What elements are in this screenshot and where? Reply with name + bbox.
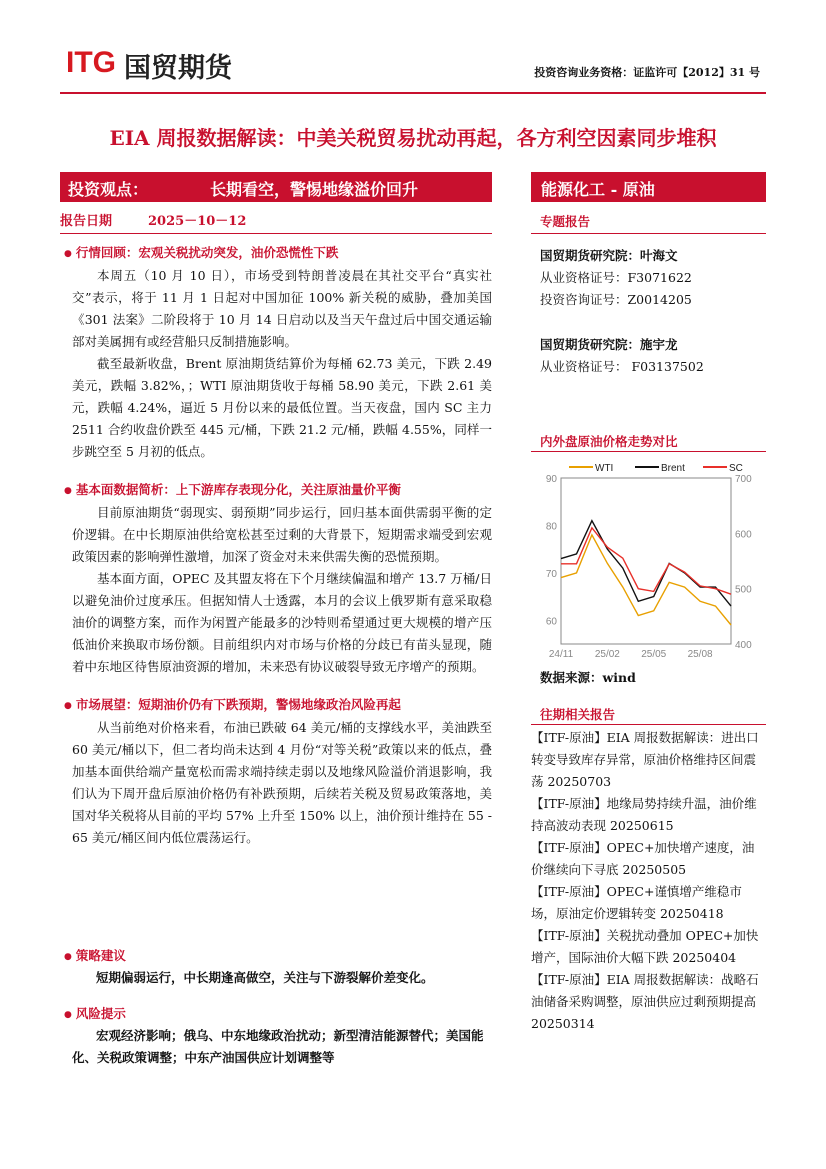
past-report-item[interactable]: 【ITF-原油】OPEC+谨慎增产维稳市场，原油定价逻辑转变 20250418 [531,884,742,921]
past-report-item[interactable]: 【ITF-原油】地缘局势持续升温，油价维持高波动表现 20250615 [531,796,757,833]
past-reports-list [531,727,765,1035]
investment-view-value: 长期看空，警惕地缘溢价回升 [210,180,419,199]
chart-source: 数据来源：wind [540,670,636,685]
strategy-heading: ● 策略建议 [64,945,126,968]
paragraph: 本周五（10 月 10 日），市场受到特朗普凌晨在其社交平台“真实社交”表示，将于 11 月 1 日起对中国加征 100% 新关税的威胁，叠加美国《301 法案》二阶段将于 10 月 14 日启动以及当天午盘过后中国交通运输部对美属拥有或经营船只反制措施影响。 [72,268,492,349]
y-left-tick: 90 [545,474,557,485]
price-chart [531,456,766,666]
section-heading: ● 市场展望：短期油价仍有下跌预期，警惕地缘政治风险再起 [64,694,492,717]
risk-text: 宏观经济影响；俄乌、中东地缘政治扰动；新型清洁能源替代；美国能化、关税政策调整；中东产油国供应计划调整等 [72,1028,484,1065]
report-date-value: 2025－10－12 [148,214,247,229]
plot-frame [561,478,731,644]
y-left-tick: 80 [545,521,557,533]
y-left-tick: 70 [545,568,557,580]
past-report-item[interactable]: 【ITF-原油】EIA 周报数据解读：战略石油储备采购调整，原油供应过剩预期提高 20250314 [531,972,759,1031]
section-heading: ● 行情回顾：宏观关税扰动突发，油价恐慌性下跌 [64,242,492,265]
investment-view-label: 投资观点： [68,180,149,199]
chart-title: 内外盘原油价格走势对比 [540,434,678,449]
section-heading: ● 基本面数据简析：上下游库存表现分化，关注原油量价平衡 [64,479,492,502]
risk-heading: ● 风险提示 [64,1003,126,1026]
y-right-tick: 700 [735,474,752,485]
analyst-org: 国贸期货研究院：叶海文 [540,248,678,263]
x-tick: 25/08 [687,649,713,660]
analyst-license: 从业资格证号：F3071622 [540,270,692,285]
past-reports-divider [531,724,766,725]
strategy-text: 短期偏弱运行，中长期逢高做空，关注与下游裂解价差变化。 [96,970,434,985]
past-report-item[interactable]: 【ITF-原油】OPEC+加快增产速度，油价继续向下寻底 20250505 [531,840,755,877]
chart-title-divider [531,451,766,452]
analyst-license: 投资咨询证号：Z0014205 [540,292,692,307]
date-divider [60,233,492,234]
x-tick: 25/05 [641,649,667,660]
logo-company-name: 国贸期货 [124,53,232,84]
legend-label: Brent [661,463,685,474]
x-tick: 24/11 [548,649,574,660]
category-bar [531,172,766,202]
legend-label: SC [729,463,743,474]
paragraph: 从当前绝对价格来看，布油已跌破 64 美元/桶的支撑线水平，美油跌至 60 美元/桶以下，但二者均尚未达到 4 月份“对等关税”政策以来的低点，叠加基本面供给端产量宽松而需求端持续走弱以及地缘风险溢价消退影响，我们认为下周开盘后原油价格仍有补跌预期，后续若关税及贸易政策落地，美国对华关税将从目前的平均 57% 上升至 150% 以上，油价预计维持在 55 - 65 美元/桶区间内低位震荡运行。 [72,720,492,845]
x-tick: 25/02 [594,649,620,660]
paragraph: 基本面方面，OPEC 及其盟友将在下个月继续偏温和增产 13.7 万桶/日以避免油价过度承压。但据知情人士透露，本月的会议上俄罗斯有意采取稳油价的调整方案，而作为闲置产能最多的沙特则希望通过更大规模的增产压低油价来换取市场份额。目前组织内对市场与价格的分歧已有苗头显现，随着中东地区待售原油资源的增加，未来恐有协议破裂导致无序增产的预期。 [72,571,492,674]
main-content [60,242,492,849]
header-divider [60,92,766,94]
analyst-org: 国贸期货研究院：施宇龙 [540,337,678,352]
y-right-tick: 400 [735,640,752,651]
y-right-tick: 500 [735,584,752,596]
y-right-tick: 600 [735,529,752,541]
report-date-label: 报告日期 [60,214,113,229]
analyst-license: 从业资格证号： F03137502 [540,359,704,374]
logo-itg: ITG [66,46,116,79]
report-title: EIA 周报数据解读：中美关税贸易扰动再起，各方利空因素同步堆积 [109,126,717,150]
paragraph: 截至最新收盘，Brent 原油期货结算价为每桶 62.73 美元，下跌 2.49 美元，跌幅 3.82%，；WTI 原油期货收于每桶 58.90 美元，下跌 2.61 美元，跌幅 4.24%，逼近 5 月份以来的最低位置。当天夜盘，国内 SC 主力 2511 合约收盘价跌至 445 元/桶，下跌 21.2 元/桶，跌幅 4.55%，同样一步跳空至 5 月初的低点。 [72,356,492,459]
category-label: 能源化工 - 原油 [541,180,655,199]
past-report-item[interactable]: 【ITF-原油】EIA 周报数据解读：进出口转变导致库存异常，原油价格维持区间震荡 20250703 [531,730,759,789]
series-line-wti [561,535,731,625]
series-line-brent [561,521,731,606]
investment-view-bar [60,172,492,202]
legend-label: WTI [595,463,614,474]
analyst-1 [540,245,766,311]
analyst-2 [540,334,766,378]
past-reports-heading: 往期相关报告 [540,707,616,722]
license-text: 投资咨询业务资格：证监许可【2012】31 号 [534,66,760,79]
y-left-tick: 60 [545,616,557,628]
series-line-sc [561,528,731,594]
report-type: 专题报告 [540,214,591,229]
report-date [60,210,246,229]
past-report-item[interactable]: 【ITF-原油】关税扰动叠加 OPEC+加快增产，国际油价大幅下跌 20250404 [531,928,759,965]
paragraph: 目前原油期货“弱现实、弱预期”同步运行，回归基本面供需弱平衡的定价逻辑。在中长期原油供给宽松甚至过剩的大背景下，短期需求端受到宏观政策因素的影响弹性激增，加深了资金对未来供需失衡的恐慌预期。 [72,505,492,564]
right-divider [531,233,766,234]
